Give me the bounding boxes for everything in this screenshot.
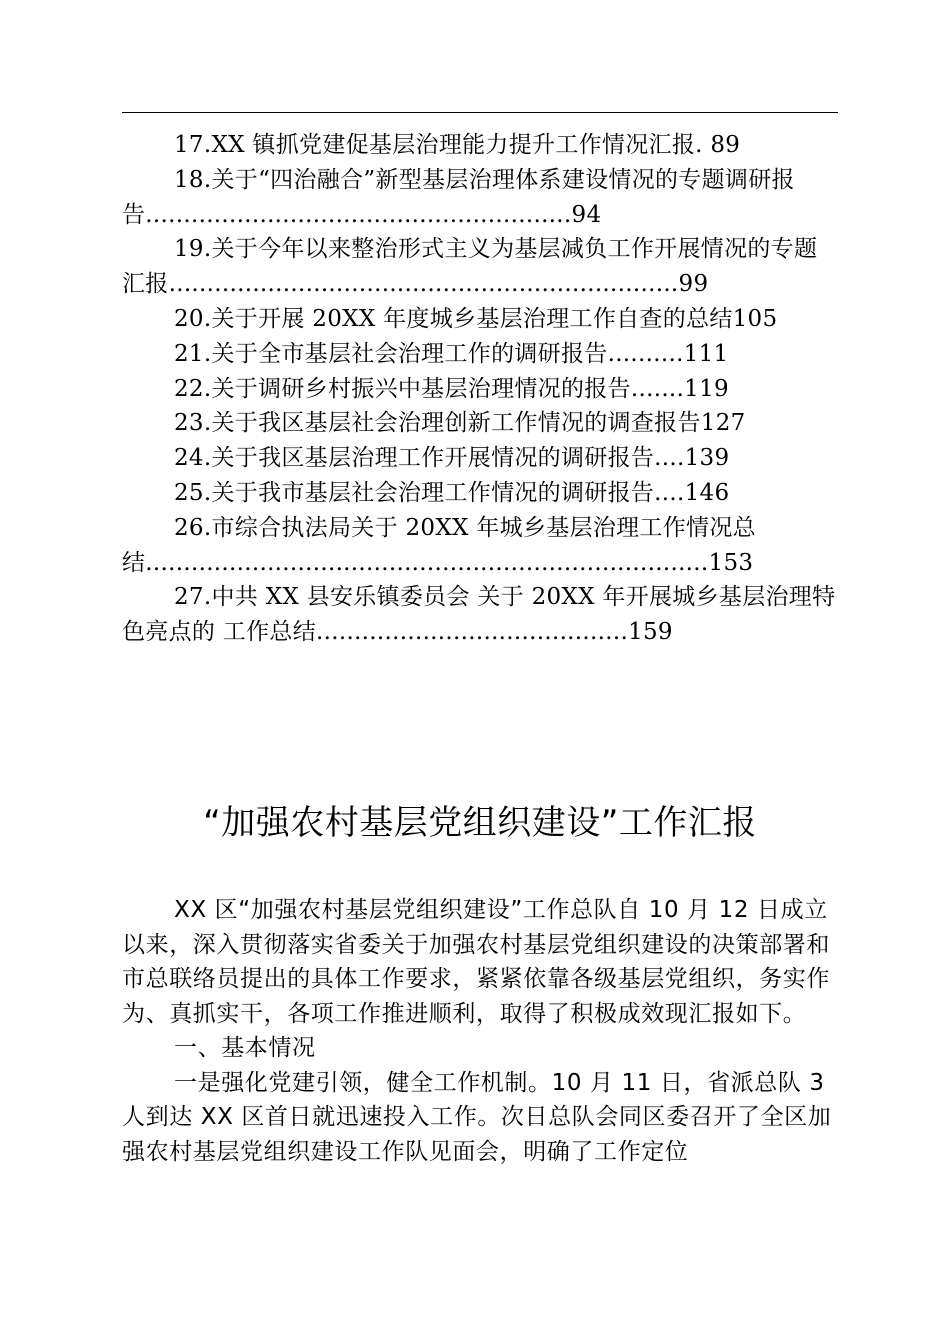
toc-entry[interactable]: 17.XX 镇抓党建促基层治理能力提升工作情况汇报. 89 [174,132,741,158]
table-of-contents [122,128,838,650]
toc-entry[interactable]: 20.关于开展 20XX 年度城乡基层治理工作自查的总结105 [174,305,778,332]
toc-entry[interactable]: 22.关于调研乡村振兴中基层治理情况的报告.......119 [174,375,729,402]
header-rule [122,112,838,113]
document-title: “加强农村基层党组织建设”工作汇报 [203,803,757,843]
toc-entry[interactable]: 19.关于今年以来整治形式主义为基层减负工作开展情况的专题汇报...................................................................99 [122,236,818,298]
intro-paragraph: XX 区“加强农村基层党组织建设”工作总队自 10 月 12 日成立以来，深入贯彻落实省委关于加强农村基层党组织建设的决策部署和市总联络员提出的具体工作要求，紧紧依靠各级基层党组织，务实作为、真抓实干，各项工作推进顺利，取得了积极成效现汇报如下。 [122,897,830,1027]
toc-entry[interactable]: 23.关于我区基层社会治理创新工作情况的调查报告127 [174,410,746,437]
document-body [122,893,838,1169]
toc-entry[interactable]: 21.关于全市基层社会治理工作的调研报告..........111 [174,340,729,367]
toc-entry[interactable]: 25.关于我市基层社会治理工作情况的调研报告....146 [174,479,730,506]
section-heading: 一、基本情况 [174,1035,316,1061]
body-paragraph: 一是强化党建引领，健全工作机制。10 月 11 日，省派总队 3 人到达 XX 区首日就迅速投入工作。次日总队会同区委召开了全区加强农村基层党组织建设工作队见面会，明确了工作定位 [122,1069,832,1165]
toc-entry[interactable]: 27.中共 XX 县安乐镇委员会 关于 20XX 年开展城乡基层治理特色亮点的 工作总结.........................................159 [122,584,836,646]
toc-entry[interactable]: 26.市综合执法局关于 20XX 年城乡基层治理工作情况总结..........................................................................153 [122,514,756,576]
toc-entry[interactable]: 18.关于“四治融合”新型基层治理体系建设情况的专题调研报告........................................................94 [122,166,795,228]
toc-entry[interactable]: 24.关于我区基层治理工作开展情况的调研报告....139 [174,445,730,472]
